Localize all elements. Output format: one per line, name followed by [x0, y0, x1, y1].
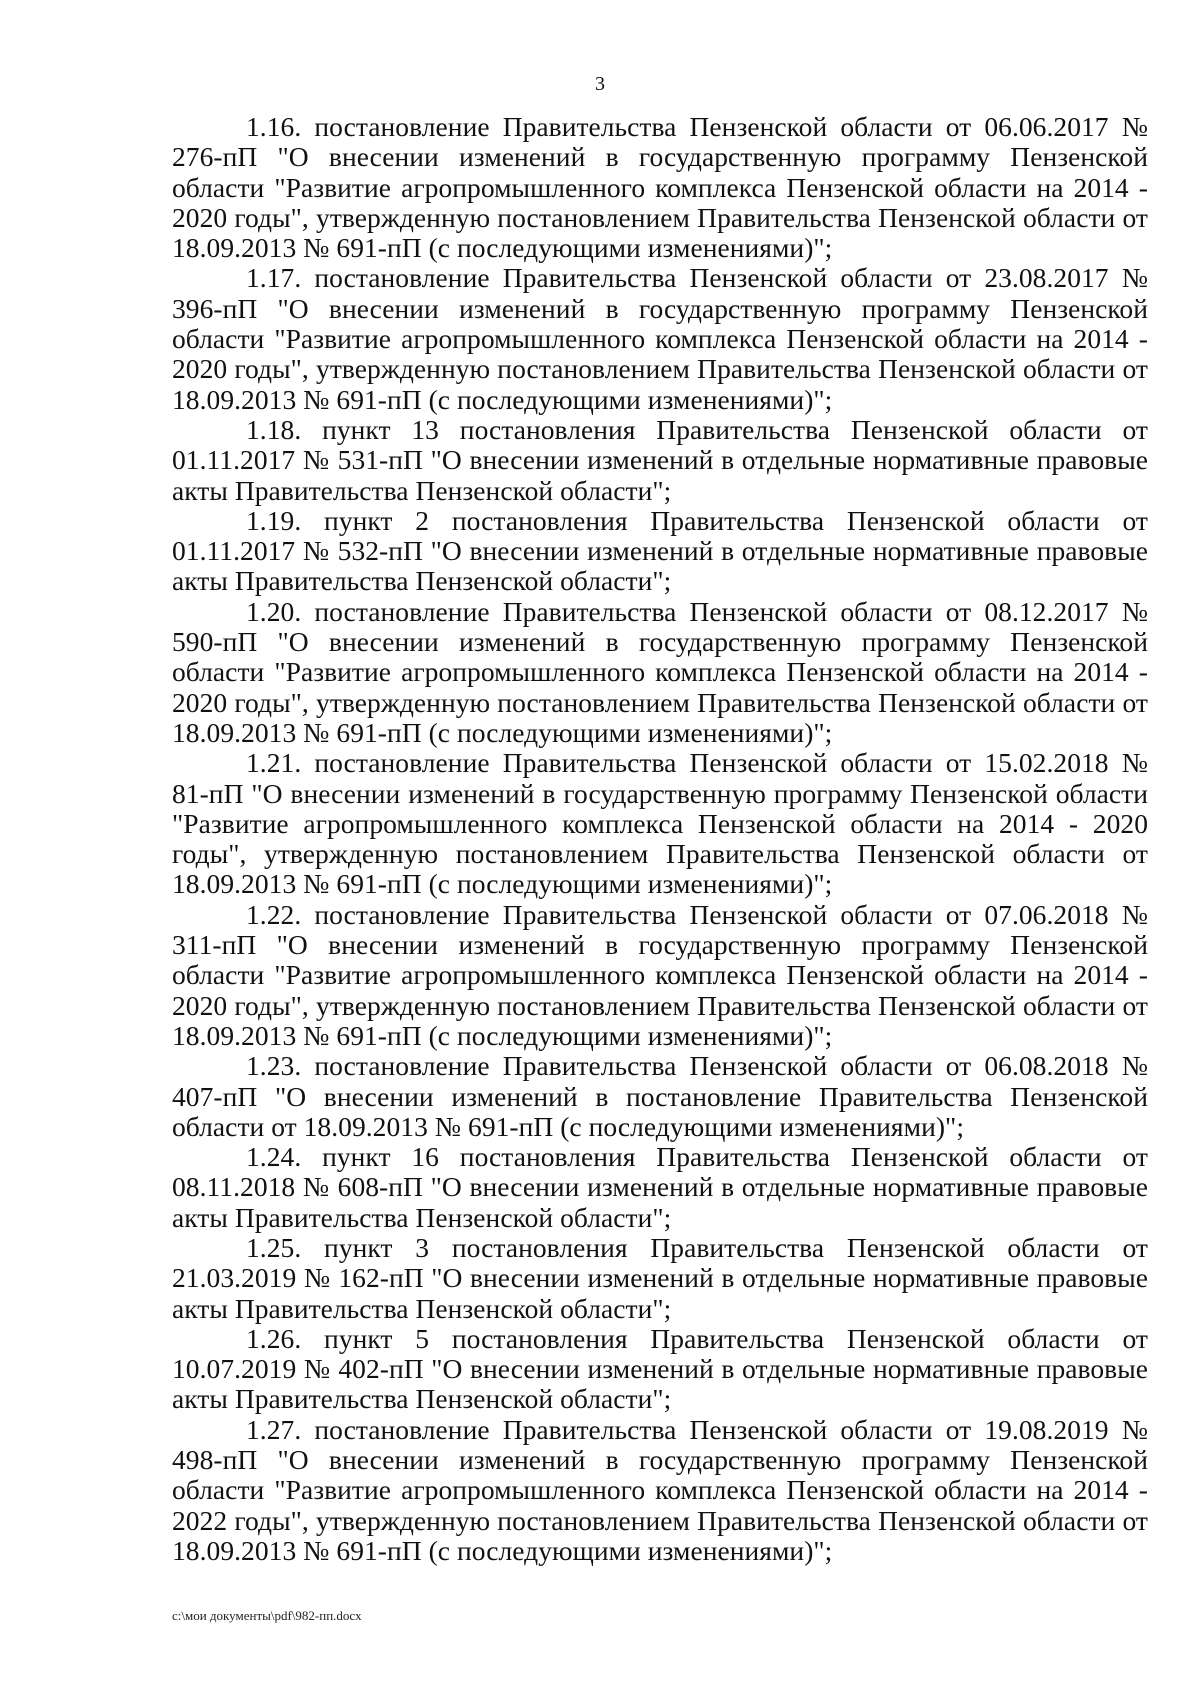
list-item-1-18: 1.18. пункт 13 постановления Правительства Пензенской области от 01.11.2017 № 531-пП "О внесении изменений в отдельные нормативные правовые акты Правительства Пензенской области"; [172, 413, 1148, 506]
list-item-1-19: 1.19. пункт 2 постановления Правительства Пензенской области от 01.11.2017 № 532-пП "О внесении изменений в отдельные нормативные правовые акты Правительства Пензенской области"; [172, 504, 1148, 597]
footer-file-path: c:\мои документы\pdf\982-пп.docx [172, 1608, 362, 1623]
list-item-1-25: 1.25. пункт 3 постановления Правительства Пензенской области от 21.03.2019 № 162-пП "О внесении изменений в отдельные нормативные правовые акты Правительства Пензенской области"; [172, 1231, 1148, 1324]
list-item-1-22: 1.22. постановление Правительства Пензенской области от 07.06.2018 № 311-пП "О внесении изменений в государственную программу Пензенской области "Развитие агропромышленного комплекса Пензенской области на 2014 - 2020 годы", утвержденную постановлением Правительства Пензенской области от 18.09.2013 № 691-пП (с последующими изменениями)"; [172, 898, 1148, 1051]
page-number: 3 [595, 73, 605, 95]
list-item-1-16: 1.16. постановление Правительства Пензенской области от 06.06.2017 № 276-пП "О внесении изменений в государственную программу Пензенской области "Развитие агропромышленного комплекса Пензенской области на 2014 - 2020 годы", утвержденную постановлением Правительства Пензенской области от 18.09.2013 № 691-пП (с последующими изменениями)"; [172, 111, 1148, 264]
list-item-1-21: 1.21. постановление Правительства Пензенской области от 15.02.2018 № 81-пП "О внесении изменений в государственную программу Пензенской области "Развитие агропромышленного комплекса Пензенской области на 2014 - 2020 годы", утвержденную постановлением Правительства Пензенской области от 18.09.2013 № 691-пП (с последующими изменениями)"; [172, 747, 1148, 900]
list-item-1-17: 1.17. постановление Правительства Пензенской области от 23.08.2017 № 396-пП "О внесении изменений в государственную программу Пензенской области "Развитие агропромышленного комплекса Пензенской области на 2014 - 2020 годы", утвержденную постановлением Правительства Пензенской области от 18.09.2013 № 691-пП (с последующими изменениями)"; [172, 262, 1148, 415]
list-item-1-27: 1.27. постановление Правительства Пензенской области от 19.08.2019 № 498-пП "О внесении изменений в государственную программу Пензенской области "Развитие агропромышленного комплекса Пензенской области на 2014 - 2022 годы", утвержденную постановлением Правительства Пензенской области от 18.09.2013 № 691-пП (с последующими изменениями)"; [172, 1413, 1148, 1566]
list-item-1-24: 1.24. пункт 16 постановления Правительства Пензенской области от 08.11.2018 № 608-пП "О внесении изменений в отдельные нормативные правовые акты Правительства Пензенской области"; [172, 1141, 1148, 1233]
document-body [172, 112, 1148, 1566]
list-item-1-20: 1.20. постановление Правительства Пензенской области от 08.12.2017 № 590-пП "О внесении изменений в государственную программу Пензенской области "Развитие агропромышленного комплекса Пензенской области на 2014 - 2020 годы", утвержденную постановлением Правительства Пензенской области от 18.09.2013 № 691-пП (с последующими изменениями)"; [172, 595, 1148, 748]
list-item-1-23: 1.23. постановление Правительства Пензенской области от 06.08.2018 № 407-пП "О внесении изменений в постановление Правительства Пензенской области от 18.09.2013 № 691-пП (с последующими изменениями)"; [172, 1050, 1148, 1142]
list-item-1-26: 1.26. пункт 5 постановления Правительства Пензенской области от 10.07.2019 № 402-пП "О внесении изменений в отдельные нормативные правовые акты Правительства Пензенской области"; [172, 1322, 1148, 1415]
